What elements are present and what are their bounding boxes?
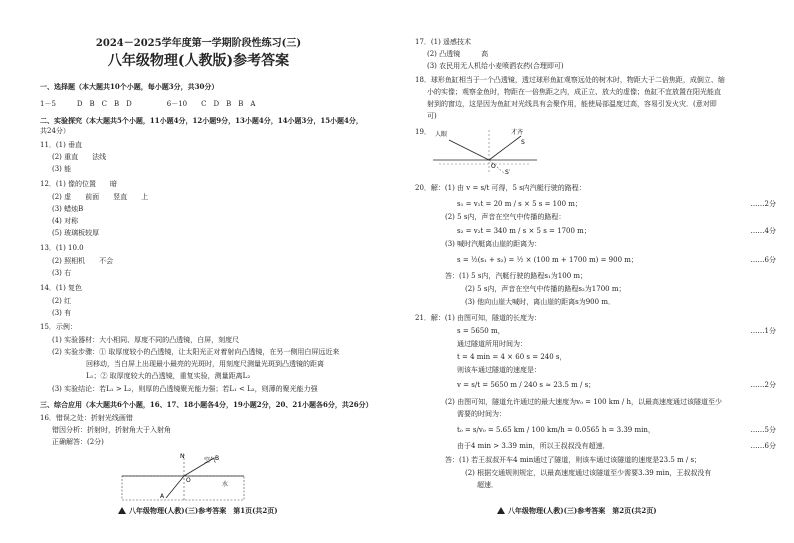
normal-label: N	[180, 453, 185, 460]
object-ray	[489, 136, 521, 160]
refraction-diagram	[118, 450, 248, 502]
point-a-label: A	[160, 493, 165, 500]
section-heading: 三、综合应用（本大题共6个小题，16、17、18小题各4分，19小题2分，20、21小题各6分，共26分）	[40, 400, 373, 409]
answer-line: (2) 实验步骤：① 取厚度较小的凸透镜，让太阳光正对着射向凸透镜，在另一侧用白屏远近来	[52, 348, 340, 356]
answer-line: 12．(1) 像的位置 暗	[40, 180, 118, 188]
answer-line: 正确解答：(2分)	[52, 438, 104, 446]
answer-line: 答：(1) 5 s内，汽艇行驶的路程s₁为100 m；	[445, 272, 588, 280]
score-note: ……4分	[750, 227, 776, 235]
score-note: ……2分	[750, 381, 776, 389]
air-label: 空气	[204, 457, 217, 464]
answer-line: (2) 5 s内，声音在空气中传播的路程：	[445, 213, 566, 221]
answer-line: (3) 蜡烛B	[52, 205, 84, 213]
answer-line: 21．解：(1) 由图可知，隧道的长度为：	[415, 314, 542, 322]
answer-line: (3) 有	[52, 309, 72, 317]
answer-line: 14．(1) 复色	[40, 284, 83, 292]
answer-line: 17．(1) 遥感技术	[415, 38, 472, 46]
answer-line: (5) 玻璃板较厚	[52, 229, 100, 237]
answer-line: 15．示例：	[40, 323, 77, 331]
point-o-label: O	[186, 477, 191, 484]
score-note: ……1分	[750, 327, 776, 335]
answer-line: (2) 虚 前面 竖直 上	[52, 193, 149, 201]
warning-triangle-icon	[118, 507, 126, 514]
answer-line: (3) 喊时汽艇离山崖的距离为：	[445, 240, 542, 248]
answer-line: s₂ = v₂t = 340 m / s × 5 s = 1700 m；	[457, 227, 591, 235]
answer-line: L₁；② 取厚度较大的凸透镜，重复实验，测量距离L₂	[86, 372, 251, 380]
answer-line: (2) 由图可知，隧道允许通过的最大速度为v₀ = 100 km / h，以最高速度通过该隧道至少	[445, 398, 722, 406]
answer-line: 通过隧道所用时间为：	[457, 340, 527, 348]
answer-line: (2) 5 s内，声音在空气中传播的路程s₂为1700 m；	[465, 285, 626, 293]
exam-title: 2024－2025学年度第一学期阶段性练习(三)	[95, 38, 302, 49]
point-s-label: S	[521, 139, 525, 146]
answer-line: 答：(1) 若王叔叔开车4 min通过了隧道，则该车通过该隧道的速度是23.5 m / s；	[445, 456, 702, 464]
warning-triangle-icon	[497, 507, 505, 514]
answer-line: 则该车通过隧道的速度是：	[457, 366, 541, 374]
point-b-label: B	[215, 455, 220, 462]
score-note: ……6分	[750, 256, 776, 264]
answer-line: 射到的窗边，这是因为鱼缸对光线具有会聚作用，能使局部温度过高，容易引发火灾．(意对即	[427, 100, 717, 108]
answer-line: 错因分析：折射时，折射角大于入射角	[52, 426, 171, 434]
light-path-diagram	[429, 124, 539, 176]
answer-line: s = 5650 m，	[457, 327, 505, 335]
section-heading: 一、选择题（本大题共10个小题，每小题3分，共30分）	[40, 82, 219, 91]
answer-line: 13．(1) 10.0	[40, 244, 84, 252]
answer-page-2	[397, 0, 794, 543]
answer-line: 1－5 D B C B D 6－10 C D B B A	[40, 100, 256, 108]
answer-line: 20．解：(1) 由 v = s/t 可得，5 s内汽艇行驶的路程：	[415, 184, 586, 192]
answer-line: 可)	[427, 112, 437, 120]
answer-line: (3) 农民用无人机给小麦喷洒农药(合理即可)	[427, 62, 564, 70]
incident-ray	[166, 476, 184, 498]
answer-line: 11．(1) 垂直	[40, 141, 83, 149]
page-footer: 八年级物理(人教)(三)参考答案 第2页(共2页)	[497, 506, 657, 516]
eye-label: 人眼	[435, 131, 448, 138]
answer-line: (3) 右	[52, 269, 72, 277]
answer-line: 19．	[415, 128, 431, 136]
water-label: 水	[222, 481, 229, 488]
answer-line: 超速．	[477, 481, 498, 489]
image-s-label: S′	[505, 169, 511, 176]
answer-line: (3) 能	[52, 165, 72, 173]
score-note: ……6分	[750, 442, 776, 450]
answer-line: t = 4 min = 4 × 60 s = 240 s，	[457, 353, 567, 361]
answer-line: 由于4 min > 3.39 min，所以王叔叔没有超速．	[457, 442, 610, 450]
answer-line: (4) 对称	[52, 217, 79, 225]
answer-line: 共24分）	[40, 127, 70, 135]
answer-line: (1) 实验器材：大小相同、厚度不同的凸透镜，白屏，刻度尺	[52, 336, 240, 344]
page-footer: 八年级物理(人教)(三)参考答案 第1页(共2页)	[118, 506, 278, 516]
answer-line: 需要的时间为：	[457, 410, 506, 418]
answer-line: 16．错误之处：折射光线画错	[40, 414, 133, 422]
answer-line: s₁ = v₁t = 20 m / s × 5 s = 100 m；	[457, 200, 582, 208]
answer-key-title: 八年级物理(人教版)参考答案	[107, 53, 290, 69]
point-o-label: O	[491, 163, 496, 170]
answer-line: v = s/t = 5650 m / 240 s ≈ 23.5 m / s；	[457, 381, 596, 389]
score-note: ……5分	[750, 426, 776, 434]
answer-line: t₀ = s/v₀ = 5.65 km / 100 km/h = 0.0565 h = 3.39 min，	[457, 426, 655, 434]
tree-label: 才齐	[511, 129, 524, 136]
answer-line: 回移动，当白屏上出现最小最亮的光斑时，用刻度尺测量光斑到凸透镜的距离	[86, 360, 324, 368]
answer-line: (3) 实验结论：若L₁ > L₂，则厚的凸透镜聚光能力强；若L₁ < L₂，则薄的聚光能力强	[52, 385, 318, 393]
eye-ray	[449, 140, 489, 160]
water-region	[122, 476, 244, 500]
section-heading: 二、实验探究（本大题共5个小题，11小题4分，12小题9分，13小题4分，14小题3分，15小题4分，	[40, 116, 363, 125]
score-note: ……2分	[750, 200, 776, 208]
answer-line: (2) 根据交通规则规定，以最高速度通过该隧道至少需要3.39 min，王叔叔没有	[465, 469, 712, 477]
answer-line: (2) 凸透镜 高	[427, 50, 489, 58]
answer-line: 18．球形鱼缸相当于一个凸透镜，透过球形鱼缸观察远处的树木时，物距大于二倍焦距，成倒立、缩	[415, 76, 725, 84]
answer-line: 小的实像；观察金鱼时，物距在一倍焦距之内，成正立、放大的虚像；鱼缸不宜放置在阳光能直	[427, 88, 721, 96]
answer-line: (2) 重直 法线	[52, 153, 107, 161]
answer-line: (2) 照相机 不会	[52, 257, 114, 265]
answer-line: (3) 他向山崖大喊时，离山崖的距离s为900 m．	[465, 298, 615, 306]
answer-line: s = ½(s₁ + s₂) = ½ × (100 m + 1700 m) = 900 m；	[457, 256, 638, 264]
answer-line: (2) 红	[52, 297, 72, 305]
